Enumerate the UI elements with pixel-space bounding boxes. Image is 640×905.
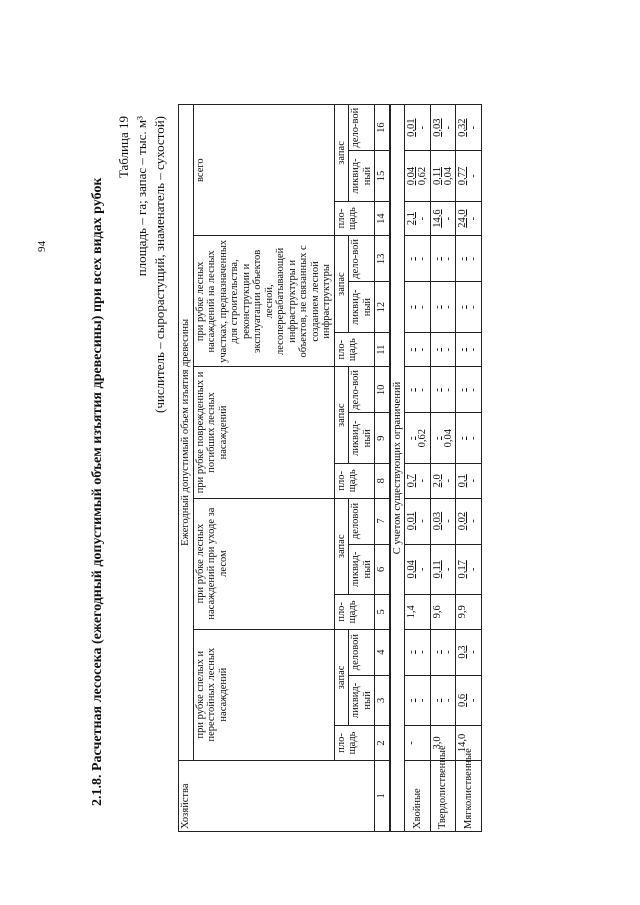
header-stock: запас xyxy=(334,236,349,333)
cell-numerator: 0,6 xyxy=(457,693,468,707)
cell-denominator: - xyxy=(468,436,479,440)
cell-denominator: - xyxy=(417,257,428,261)
cell-numerator: 0,11 xyxy=(431,167,443,186)
header-area: пло-щадь xyxy=(334,726,375,761)
cell-denominator: - xyxy=(442,567,454,572)
header-business: деловой xyxy=(349,498,375,544)
cell-denominator: - xyxy=(468,257,479,261)
cell-denominator: - xyxy=(442,125,454,130)
cell-denominator: - xyxy=(468,305,479,309)
cell-numerator: - xyxy=(431,388,443,392)
header-area: пло-щадь xyxy=(334,201,375,236)
header-liquid: ликвид-ный xyxy=(349,282,375,333)
cell-denominator: - xyxy=(417,305,428,309)
section-heading: 2.1.8. Расчетная лесосека (ежегодный допустимый объем изъятия древесины) при всех видах рубок xyxy=(90,177,105,806)
col-number: 2 xyxy=(375,726,390,761)
cell-numerator: - xyxy=(431,436,443,440)
col-number: 14 xyxy=(375,201,390,236)
cell-numerator: - xyxy=(431,257,443,261)
rotated-page xyxy=(90,86,620,846)
cell-denominator: - xyxy=(468,216,479,221)
cell-numerator: 0,03 xyxy=(431,511,443,531)
cell-denominator: - xyxy=(417,347,428,352)
cell-denominator: 0,62 xyxy=(417,166,428,186)
header-business: деловой xyxy=(349,629,375,675)
fraction-note: (числитель – сырорастущий, знаменатель – сухостой) xyxy=(152,116,167,413)
cell-numerator: 0,02 xyxy=(457,511,468,531)
cell-numerator: 0,17 xyxy=(457,560,468,579)
header-infrastructure-cut: при рубке лесных насаждений на лесных участках, предназначенных для строительства, реконструкции и эксплуатации объектов лесной, лесоперерабатывающей инфраструктуры и объектов, не связанных с созданием лесной инфраструктуры xyxy=(193,236,334,367)
cell-denominator: - xyxy=(417,388,428,392)
cell-denominator: - xyxy=(417,125,428,130)
header-area: пло-щадь xyxy=(334,595,375,630)
col-number: 11 xyxy=(375,332,390,367)
cell-numerator: - xyxy=(431,650,443,654)
cell-numerator: - xyxy=(406,650,417,654)
cell-numerator: - xyxy=(406,257,417,261)
cell-numerator: - xyxy=(457,347,468,352)
cell-numerator: - xyxy=(457,388,468,392)
col-number: 3 xyxy=(375,675,390,726)
header-area: пло-щадь xyxy=(334,332,375,367)
cell-denominator: - xyxy=(442,519,454,523)
cell-numerator: 2,1 xyxy=(406,212,417,226)
cell-denominator: - xyxy=(468,698,479,703)
col-number: 1 xyxy=(375,760,390,831)
row-name: Твердолиственные xyxy=(430,760,456,831)
cell-numerator: 0,04 xyxy=(406,166,417,186)
cell-numerator: - xyxy=(406,388,417,392)
cell-area: 9,6 xyxy=(430,595,456,630)
cell-denominator: - xyxy=(468,174,479,178)
header-stock: запас xyxy=(334,105,349,202)
cell-numerator: - xyxy=(406,436,417,440)
cell-denominator: - xyxy=(468,125,479,130)
cell-numerator: - xyxy=(431,305,443,309)
cell-denominator: - xyxy=(468,479,479,483)
cell-numerator: - xyxy=(457,257,468,261)
col-number: 4 xyxy=(375,629,390,675)
cell-numerator: - xyxy=(431,347,443,352)
header-stock: запас xyxy=(334,367,349,464)
cell-area: - xyxy=(405,726,431,761)
cell-numerator: 2,0 xyxy=(431,474,443,488)
cell-numerator: - xyxy=(406,698,417,703)
header-business: дело-вой xyxy=(349,236,375,282)
col-number: 16 xyxy=(375,105,390,151)
header-household: Хозяйства xyxy=(179,760,375,831)
header-business: дело-вой xyxy=(349,367,375,413)
row-name: Мягколиственные xyxy=(456,760,482,831)
col-number: 9 xyxy=(375,413,390,464)
cell-denominator: - xyxy=(417,479,428,483)
header-annual: Ежегодный допустимый объем изъятия древесины xyxy=(179,105,194,761)
cell-numerator: 0,3 xyxy=(457,645,468,659)
cell-denominator: - xyxy=(417,567,428,572)
cell-denominator: 0,04 xyxy=(442,166,454,186)
cell-numerator: 0,1 xyxy=(457,474,468,488)
header-stock: запас xyxy=(334,629,349,726)
cell-denominator: - xyxy=(468,347,479,352)
cell-denominator: - xyxy=(468,388,479,392)
cell-numerator: 0,32 xyxy=(457,118,468,137)
header-stock: запас xyxy=(334,498,349,595)
table-label: Таблица 19 xyxy=(116,116,131,179)
cell-numerator: 14,6 xyxy=(431,209,443,228)
cell-numerator: 0,7 xyxy=(406,474,417,488)
header-care-cut: при рубке лесных насаждений при уходе за лесом xyxy=(193,498,334,629)
cell-area: 3,0 xyxy=(430,726,456,761)
col-number: 15 xyxy=(375,151,390,202)
header-mature-cut: при рубке спелых и перестойных лесных насаждений xyxy=(193,629,334,760)
header-liquid: ликвид-ный xyxy=(349,413,375,464)
allowable-cut-table xyxy=(178,104,482,832)
cell-denominator: - xyxy=(468,519,479,523)
cell-numerator: - xyxy=(457,436,468,440)
cell-denominator: - xyxy=(442,305,454,309)
header-business: дело-вой xyxy=(349,105,375,151)
section-title: С учетом существующих ограничений xyxy=(390,105,405,832)
cell-denominator: 0,62 xyxy=(417,429,428,448)
table-row xyxy=(405,105,431,832)
cell-numerator: 0,03 xyxy=(431,118,443,137)
cell-denominator: - xyxy=(442,216,454,221)
cell-numerator: 0,77 xyxy=(457,166,468,186)
col-number: 5 xyxy=(375,595,390,630)
header-total: всего xyxy=(193,105,334,236)
cell-denominator: - xyxy=(468,650,479,654)
cell-numerator: - xyxy=(406,305,417,309)
cell-denominator: - xyxy=(442,479,454,483)
col-number: 7 xyxy=(375,498,390,544)
cell-area: 9,9 xyxy=(456,595,482,630)
cell-denominator: - xyxy=(442,698,454,703)
table-row xyxy=(430,105,456,832)
col-number: 6 xyxy=(375,544,390,595)
cell-area: 14,0 xyxy=(456,726,482,761)
cell-denominator: - xyxy=(417,650,428,654)
cell-denominator: - xyxy=(417,698,428,703)
header-liquid: ликвид-ный xyxy=(349,675,375,726)
cell-denominator: - xyxy=(442,347,454,352)
cell-denominator: - xyxy=(442,257,454,261)
units-note: площадь – га; запас – тыс. м³ xyxy=(134,116,149,277)
cell-numerator: 24,0 xyxy=(457,209,468,228)
cell-area: 1,4 xyxy=(405,595,431,630)
col-number: 13 xyxy=(375,236,390,282)
cell-denominator: 0,04 xyxy=(442,429,454,448)
header-damaged-cut: при рубке поврежденных и погибших лесных насаждений xyxy=(193,367,334,498)
cell-denominator: - xyxy=(442,388,454,392)
cell-numerator: - xyxy=(457,305,468,309)
page-number: 94 xyxy=(36,241,48,252)
cell-denominator: - xyxy=(468,567,479,572)
table-row xyxy=(456,105,482,832)
header-area: пло-щадь xyxy=(334,464,375,499)
header-liquid: ликвид-ный xyxy=(349,544,375,595)
cell-numerator: 0,01 xyxy=(406,511,417,531)
cell-numerator: - xyxy=(406,347,417,352)
row-name: Хвойные xyxy=(405,760,431,831)
cell-numerator: 0,11 xyxy=(431,560,443,579)
cell-numerator: 0,04 xyxy=(406,560,417,579)
cell-numerator: 0,01 xyxy=(406,118,417,137)
cell-denominator: - xyxy=(417,216,428,221)
header-liquid: ликвид-ный xyxy=(349,151,375,202)
cell-denominator: - xyxy=(442,650,454,654)
column-number-row xyxy=(375,105,390,832)
col-number: 12 xyxy=(375,282,390,333)
cell-denominator: - xyxy=(417,519,428,523)
col-number: 8 xyxy=(375,464,390,499)
cell-numerator: - xyxy=(431,698,443,703)
col-number: 10 xyxy=(375,367,390,413)
